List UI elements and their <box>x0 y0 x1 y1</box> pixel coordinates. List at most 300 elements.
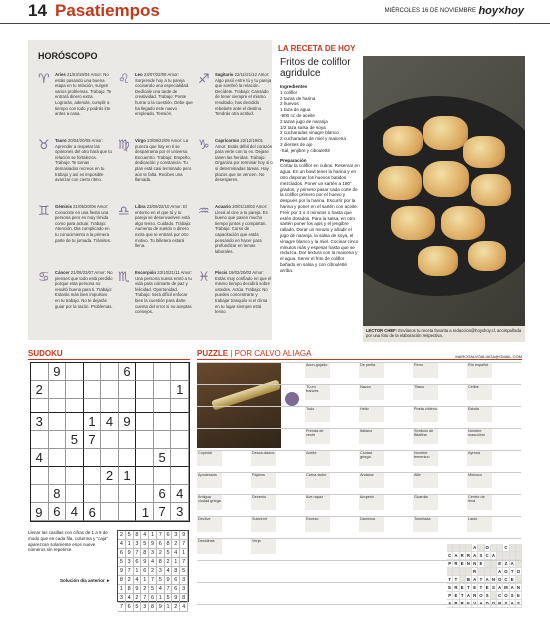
sudoku-solution-grid <box>117 530 189 610</box>
sudoku-cell[interactable] <box>154 431 172 449</box>
sudoku-cell[interactable] <box>31 467 49 485</box>
zodiac-icon: ♌ <box>118 72 130 87</box>
sign-text: Amor: Llevá al cine a tu pareja. Es bueno que pasen mucho tiempo juntos y compartan. Trabajo: Curso de capacitación que estás pensando en hacer para profundizar en temas laborales. <box>215 204 268 254</box>
crossword-clue: Perro <box>413 362 438 378</box>
crossword-clue: Aceite <box>305 450 330 466</box>
solution-cell: 6 <box>149 594 157 603</box>
sudoku-cell[interactable]: 7 <box>84 431 102 449</box>
sudoku-cell[interactable]: 1 <box>171 381 189 399</box>
crossword-clue: Exceso <box>305 516 330 532</box>
sudoku-cell[interactable] <box>31 399 49 413</box>
horoscope-sign <box>118 204 193 249</box>
sudoku-cell[interactable] <box>84 467 102 485</box>
sudoku-cell[interactable] <box>84 449 102 467</box>
sudoku-cell[interactable]: 6 <box>154 485 172 503</box>
sudoku-cell[interactable]: 4 <box>31 449 49 467</box>
answer-cell: T <box>460 592 466 600</box>
grid-line <box>197 604 521 605</box>
crossword-clue: Acon-gojado <box>305 362 330 378</box>
sudoku-cell[interactable] <box>136 467 154 485</box>
solution-cell: 3 <box>134 540 142 549</box>
sudoku-cell[interactable]: 4 <box>66 503 84 521</box>
puzzle-solution-grid <box>447 544 522 606</box>
sudoku-cell[interactable] <box>119 381 137 399</box>
answer-cell: E <box>466 600 472 608</box>
zodiac-icon: ♎ <box>118 204 130 219</box>
sudoku-cell[interactable]: 4 <box>101 413 119 431</box>
sign-dates: 20/01/18/02 <box>232 204 256 209</box>
sudoku-cell[interactable]: 7 <box>154 503 172 521</box>
sudoku-cell[interactable] <box>101 431 119 449</box>
solution-cell: 4 <box>157 585 165 594</box>
sudoku-cell[interactable] <box>31 363 49 381</box>
answer-cell <box>516 560 522 568</box>
answer-cell: S <box>478 552 484 560</box>
answer-cell: R <box>460 552 466 560</box>
solution-cell: 6 <box>118 549 126 558</box>
sudoku-cell[interactable] <box>136 449 154 467</box>
solution-cell: 5 <box>126 531 134 540</box>
zodiac-icon: ♓ <box>198 270 210 285</box>
sign-name: Acuario <box>215 204 233 209</box>
solution-cell: 9 <box>126 549 134 558</box>
recipe-panel <box>278 40 525 342</box>
answer-cell: T <box>453 576 459 584</box>
zodiac-icon: ♐ <box>198 72 210 87</box>
answer-cell: A <box>491 552 497 560</box>
answer-cell: E <box>460 584 466 592</box>
crossword-clue: Pájaros <box>251 472 276 488</box>
sudoku-cell[interactable] <box>66 485 84 503</box>
solution-cell: 1 <box>172 558 180 567</box>
solution-cell: 9 <box>165 576 173 585</box>
solution-cell: 1 <box>118 585 126 594</box>
sudoku-cell[interactable] <box>66 413 84 431</box>
sudoku-cell[interactable]: 1 <box>84 413 102 431</box>
sudoku-cell[interactable] <box>136 381 154 399</box>
crossword-clue: Amperio <box>359 494 384 510</box>
ingredient-item: 1/2 taza salsa de soya <box>280 124 326 130</box>
sudoku-cell[interactable] <box>101 381 119 399</box>
sudoku-cell[interactable] <box>171 431 189 449</box>
solution-cell: 7 <box>134 549 142 558</box>
sign-text: Amor: Conociste en una fiesta una persona pero es muy tímida como para actuar. Trabajo: Atención. Dia complicado en tu conocimiento a la primera parte de tu jornada. Trámites. <box>55 204 112 243</box>
crossword-clue: Poeta chileno <box>413 406 438 422</box>
crossword-clue: Apoderada <box>197 472 222 488</box>
recipe-photo <box>363 56 525 326</box>
sudoku-cell[interactable] <box>101 363 119 381</box>
solution-cell: 8 <box>141 549 149 558</box>
sign-name: Leo <box>135 72 144 77</box>
sudoku-cell[interactable] <box>31 503 49 521</box>
sign-dates: 23/07/22/08 <box>143 72 168 77</box>
answer-cell: R <box>472 568 478 576</box>
answer-cell: A <box>510 560 516 568</box>
horoscope-sign <box>38 138 113 183</box>
answer-cell: A <box>510 584 516 592</box>
solution-cell: 1 <box>157 594 165 603</box>
sudoku-cell[interactable] <box>84 503 102 521</box>
sudoku-cell[interactable] <box>49 467 67 485</box>
sign-text: Amor: Aprender a respetar las opiniones del otro hará que tu relación se fortalezca. Trabajo: Te tomas demasiados recreos en tu trabajo y así es imposible avanzar con cierto ritmo. <box>55 138 112 183</box>
sign-name: Sagitario <box>215 72 235 77</box>
horoscope-sign <box>198 270 273 315</box>
sudoku-cell[interactable]: 4 <box>171 485 189 503</box>
sudoku-cell[interactable] <box>49 431 67 449</box>
answer-cell: T <box>447 576 453 584</box>
answer-cell: E <box>478 560 484 568</box>
sign-name: Capricornio <box>215 138 241 143</box>
solution-cell: 6 <box>126 603 134 612</box>
grid-line <box>197 450 521 451</box>
recipe-body <box>280 82 360 274</box>
answer-cell: S <box>491 584 497 592</box>
solution-cell: 2 <box>149 567 157 576</box>
answer-cell: A <box>497 568 503 576</box>
horoscope-sign <box>118 138 193 183</box>
solution-cell: 8 <box>165 540 173 549</box>
answer-cell: T <box>466 584 472 592</box>
fritter-shape <box>391 206 435 240</box>
sign-name: Libra <box>135 204 147 209</box>
sign-text: Amor: Algo pasó entre tú y tu pareja que sombró la relación. Decídete. Trabajo: Cansado de tener siempre el mismo resultado, has decidido rebelarte ante el destino. Tendrás otra actitud. <box>215 72 272 117</box>
solution-cell: 6 <box>141 567 149 576</box>
answer-cell: A <box>447 600 453 608</box>
sign-dates: 21/06/22/07 <box>70 270 95 275</box>
solution-cell: 5 <box>180 567 188 576</box>
grid-line <box>197 538 521 539</box>
crossword-clue: Nazco <box>359 384 384 400</box>
sudoku-cell[interactable] <box>154 413 172 431</box>
answer-cell: C <box>485 552 491 560</box>
solution-cell: 4 <box>134 576 142 585</box>
answer-cell: A <box>472 544 478 552</box>
fritter-shape <box>378 166 422 200</box>
solution-cell: 1 <box>149 531 157 540</box>
sign-dates: 23/08/22/09 <box>147 138 171 143</box>
sudoku-cell[interactable] <box>136 363 154 381</box>
answer-cell: P <box>447 560 453 568</box>
answer-cell: M <box>504 585 508 590</box>
crossword-clue: Molusco <box>467 472 492 488</box>
solution-cell: 8 <box>172 567 180 576</box>
page-header <box>0 0 550 24</box>
answer-cell: E <box>516 592 522 600</box>
sudoku-cell[interactable] <box>136 413 154 431</box>
solution-cell: 3 <box>118 594 126 603</box>
answer-cell: A <box>497 584 503 592</box>
fritter-shape <box>383 126 423 156</box>
answer-cell: R <box>453 560 459 568</box>
zodiac-icon: ♋ <box>38 270 50 285</box>
sudoku-rule <box>28 359 190 360</box>
zodiac-icon: ♒ <box>198 204 210 219</box>
sudoku-cell[interactable] <box>136 485 154 503</box>
sudoku-cell[interactable] <box>84 399 102 413</box>
issue-date: MIÉRCOLES 16 DE NOVIEMBRE <box>384 8 476 14</box>
grid-line <box>197 560 521 561</box>
sudoku-cell[interactable] <box>136 431 154 449</box>
sudoku-cell[interactable] <box>49 399 67 413</box>
sudoku-cell[interactable] <box>84 363 102 381</box>
sudoku-cell[interactable]: 6 <box>119 363 137 381</box>
sign-dates: 23/09/22/10 <box>146 204 171 209</box>
solution-cell: 9 <box>141 558 149 567</box>
solution-cell: 7 <box>165 585 173 594</box>
crossword-clue: Declive <box>197 516 222 532</box>
crossword-clue: Carna-tador <box>305 472 330 488</box>
solution-cell: 9 <box>180 531 188 540</box>
crossword-clue: Helio <box>359 406 384 422</box>
zodiac-icon: ♑ <box>198 138 210 153</box>
zodiac-icon: ♍ <box>118 138 130 153</box>
crossword-clue: Italiano <box>359 428 384 444</box>
horoscope-sign <box>198 204 273 254</box>
purple-circle-icon <box>285 392 299 406</box>
answer-cell: N <box>472 560 478 568</box>
answer-cell: S <box>485 592 491 600</box>
fritter-shape <box>468 241 506 271</box>
answer-cell: A <box>472 552 478 560</box>
sudoku-cell[interactable] <box>119 503 137 521</box>
crossword-clue: Estafa <box>467 406 492 422</box>
sudoku-cell[interactable] <box>171 467 189 485</box>
solution-cell: 4 <box>172 549 180 558</box>
solution-cell: 6 <box>172 585 180 594</box>
sudoku-cell[interactable] <box>31 431 49 449</box>
sudoku-cell[interactable]: 2 <box>31 381 49 399</box>
solution-cell: 5 <box>157 576 165 585</box>
solution-cell: 3 <box>157 567 165 576</box>
sudoku-cell[interactable] <box>49 449 67 467</box>
ingredient-item: 2 tazas jugo de naranja <box>280 118 328 124</box>
grid-line <box>197 428 521 429</box>
answer-cell: R <box>466 552 472 560</box>
answer-cell: T <box>478 576 484 584</box>
sudoku-title: SUDOKU <box>28 349 63 358</box>
ingredient-item: 1 coliflor <box>280 89 298 95</box>
sudoku-cell[interactable] <box>154 381 172 399</box>
photo-caption: LECTOR CHEF: Envíanos tu receta favorita a redaccion@hoyxhoy.cl, acompañada por una foto de la elaboración respectiva. <box>363 326 525 342</box>
sign-text: Amor: Estás débil del corazón para verte con tu ex. Dejase tanen las heridas. Trabajo: Organiza por terminar hoy si o sí determinadas tareas. Hay plazos que se vencen. No desesperes. <box>215 143 273 183</box>
answer-cell: C <box>503 544 509 552</box>
sudoku-cell[interactable] <box>171 363 189 381</box>
horoscope-sign <box>198 72 273 117</box>
zodiac-icon: ♊ <box>38 204 50 219</box>
sudoku-cell[interactable]: 8 <box>49 485 67 503</box>
fritter-shape <box>441 206 485 240</box>
sudoku-cell[interactable] <box>119 399 137 413</box>
answer-cell: R <box>453 584 459 592</box>
ingredient-item: 3 dientes de ajo <box>280 141 313 147</box>
solution-cell: 4 <box>126 594 134 603</box>
zodiac-icon: ♏ <box>118 270 130 285</box>
answer-cell: N <box>466 560 472 568</box>
sudoku-cell[interactable]: 3 <box>171 503 189 521</box>
answer-cell: O <box>497 577 502 582</box>
sign-name: Tauro <box>55 138 68 143</box>
sudoku-cell[interactable]: 1 <box>119 467 137 485</box>
sudoku-cell[interactable] <box>171 449 189 467</box>
sudoku-cell[interactable] <box>171 399 189 413</box>
crossword-clue: Prenda de vestir <box>305 428 330 444</box>
sudoku-cell[interactable]: 5 <box>154 449 172 467</box>
answer-cell: E <box>453 592 459 600</box>
crossword-clue: Decenio <box>251 494 276 510</box>
ingredients-list <box>280 90 360 154</box>
answer-cell: A <box>478 600 484 608</box>
solution-cell: 4 <box>149 558 157 567</box>
solution-cell: 2 <box>126 576 134 585</box>
ingredient-item: 1 taza de agua <box>280 107 311 113</box>
sudoku-cell[interactable] <box>154 467 172 485</box>
answer-cell: O <box>479 593 483 598</box>
answer-cell: A <box>510 600 516 608</box>
solution-cell: 5 <box>165 594 173 603</box>
crossword-clue: Laulo <box>467 516 492 532</box>
solution-cell: 8 <box>118 576 126 585</box>
solution-cell: 2 <box>165 558 173 567</box>
fritter-shape <box>423 116 468 150</box>
answer-cell: A <box>485 576 491 584</box>
horoscope-sign <box>118 72 193 117</box>
answer-cell: E <box>485 584 491 592</box>
answer-cell: R <box>497 600 503 608</box>
solution-cell: 9 <box>118 567 126 576</box>
solution-cell: 2 <box>134 594 142 603</box>
crossword-clue: Nombre femenino <box>413 450 438 466</box>
answer-cell: C <box>447 552 453 560</box>
sudoku-cell[interactable] <box>154 399 172 413</box>
answer-cell: O <box>491 601 496 606</box>
crossword-clue: Célibe <box>467 384 492 400</box>
sudoku-cell[interactable]: 5 <box>66 431 84 449</box>
sign-text: Amor: La pureza que hay en ti se desparrama por el universo. Encuentro. Trabajo: Empeño, dedicación y constancia. Tu plan está casi terminado pero aún te falta. Recibes una llamada. <box>135 138 192 183</box>
sudoku-cell[interactable] <box>119 431 137 449</box>
sign-name: Cáncer <box>55 270 71 275</box>
horoscope-sign <box>118 270 193 315</box>
solution-cell: 7 <box>126 567 134 576</box>
solution-cell: 6 <box>165 531 173 540</box>
solution-cell: 4 <box>165 567 173 576</box>
sudoku-cell[interactable]: 6 <box>49 503 67 521</box>
answer-cell: R <box>472 592 478 600</box>
answer-cell: T <box>478 584 484 592</box>
sudoku-cell[interactable] <box>101 449 119 467</box>
solution-cell: 1 <box>180 549 188 558</box>
ingredient-item: -900 cc de aceite <box>280 112 315 118</box>
crossword-puzzle <box>197 362 522 606</box>
fritter-shape <box>418 246 458 276</box>
sign-dates: 21/03/19/04 <box>66 72 91 77</box>
solution-cell: 8 <box>134 531 142 540</box>
answer-cell: E <box>447 584 453 592</box>
puzzle-photo <box>197 362 281 448</box>
sudoku-cell[interactable] <box>119 449 137 467</box>
sudoku-cell: 6 <box>88 505 96 520</box>
horoscope-sign <box>38 204 113 243</box>
answer-cell: S <box>516 600 522 608</box>
answer-cell: T <box>510 568 516 576</box>
ingredient-item: 2 cucharadas de miel y maicena <box>280 136 346 142</box>
sudoku-cell[interactable] <box>66 363 84 381</box>
solution-cell: 7 <box>157 531 165 540</box>
crossword-clue: Ave rapaz <box>305 494 330 510</box>
grid-line <box>197 362 521 363</box>
answer-cell: A <box>472 576 478 584</box>
solution-cell: 7 <box>180 558 188 567</box>
sudoku-cell[interactable] <box>101 485 119 503</box>
solution-cell: 2 <box>172 603 180 612</box>
sign-dates: 20/04/20/05 <box>67 138 92 143</box>
solution-cell: 1 <box>141 576 149 585</box>
solution-cell: 7 <box>118 603 126 612</box>
sign-dates: 22/12/19/01 <box>240 138 264 143</box>
grid-line <box>197 472 521 473</box>
sudoku-cell[interactable] <box>101 399 119 413</box>
sudoku-cell[interactable]: 3 <box>31 413 49 431</box>
answer-cell: N <box>491 576 497 584</box>
sudoku-cell[interactable] <box>49 413 67 431</box>
sign-name: Escorpión <box>135 270 158 275</box>
sudoku-cell[interactable] <box>119 485 137 503</box>
sign-dates: 23/10/21/11 <box>157 270 181 275</box>
crossword-clue: Alfa <box>413 472 438 488</box>
ingredient-item: 2 cucharadas vinagre blanco <box>280 130 339 136</box>
solution-cell: 6 <box>172 576 180 585</box>
answer-cell <box>516 552 522 560</box>
solution-cell: 1 <box>134 567 142 576</box>
sudoku-cell[interactable] <box>84 485 102 503</box>
sudoku-cell[interactable] <box>66 449 84 467</box>
sudoku-cell[interactable]: 2 <box>101 467 119 485</box>
solution-cell: 6 <box>157 540 165 549</box>
sudoku-cell[interactable] <box>101 503 119 521</box>
answer-cell: E <box>472 584 478 592</box>
sudoku-cell[interactable] <box>49 381 67 399</box>
zodiac-icon: ♉ <box>38 138 50 153</box>
sudoku-cell[interactable] <box>66 399 84 413</box>
solution-cell: 5 <box>149 585 157 594</box>
fritter-shape <box>423 161 469 197</box>
grid-line <box>197 384 521 385</box>
sudoku-cell[interactable] <box>66 381 84 399</box>
section-title: Pasatiempos <box>55 1 160 20</box>
sudoku-cell[interactable] <box>136 503 154 521</box>
sudoku-cell[interactable] <box>171 413 189 431</box>
sign-dates: 21/05/20/06 <box>73 204 97 209</box>
solution-cell: 4 <box>141 531 149 540</box>
sudoku-cell[interactable] <box>154 363 172 381</box>
sudoku-cell[interactable]: 9 <box>119 413 137 431</box>
answer-cell: R <box>460 600 466 608</box>
crossword-clue: Dannnos <box>359 516 384 532</box>
crossword-clue: Copiotal <box>197 450 222 466</box>
preparation-label: Preparación <box>280 157 307 163</box>
crossword-clue: Andaluz <box>359 472 384 488</box>
sudoku-cell[interactable] <box>66 467 84 485</box>
newspaper-logo: hoy×hoy <box>478 5 524 17</box>
solution-cell: 8 <box>126 585 134 594</box>
sudoku-cell[interactable]: 9 <box>49 363 67 381</box>
sudoku-cell[interactable] <box>136 399 154 413</box>
solution-cell: 2 <box>141 585 149 594</box>
crossword-clue: Antigua ciudad griega <box>197 494 222 510</box>
solution-cell: 5 <box>141 540 149 549</box>
sudoku-cell[interactable] <box>84 381 102 399</box>
solution-cell: 7 <box>141 594 149 603</box>
sudoku-cell[interactable] <box>31 485 49 503</box>
